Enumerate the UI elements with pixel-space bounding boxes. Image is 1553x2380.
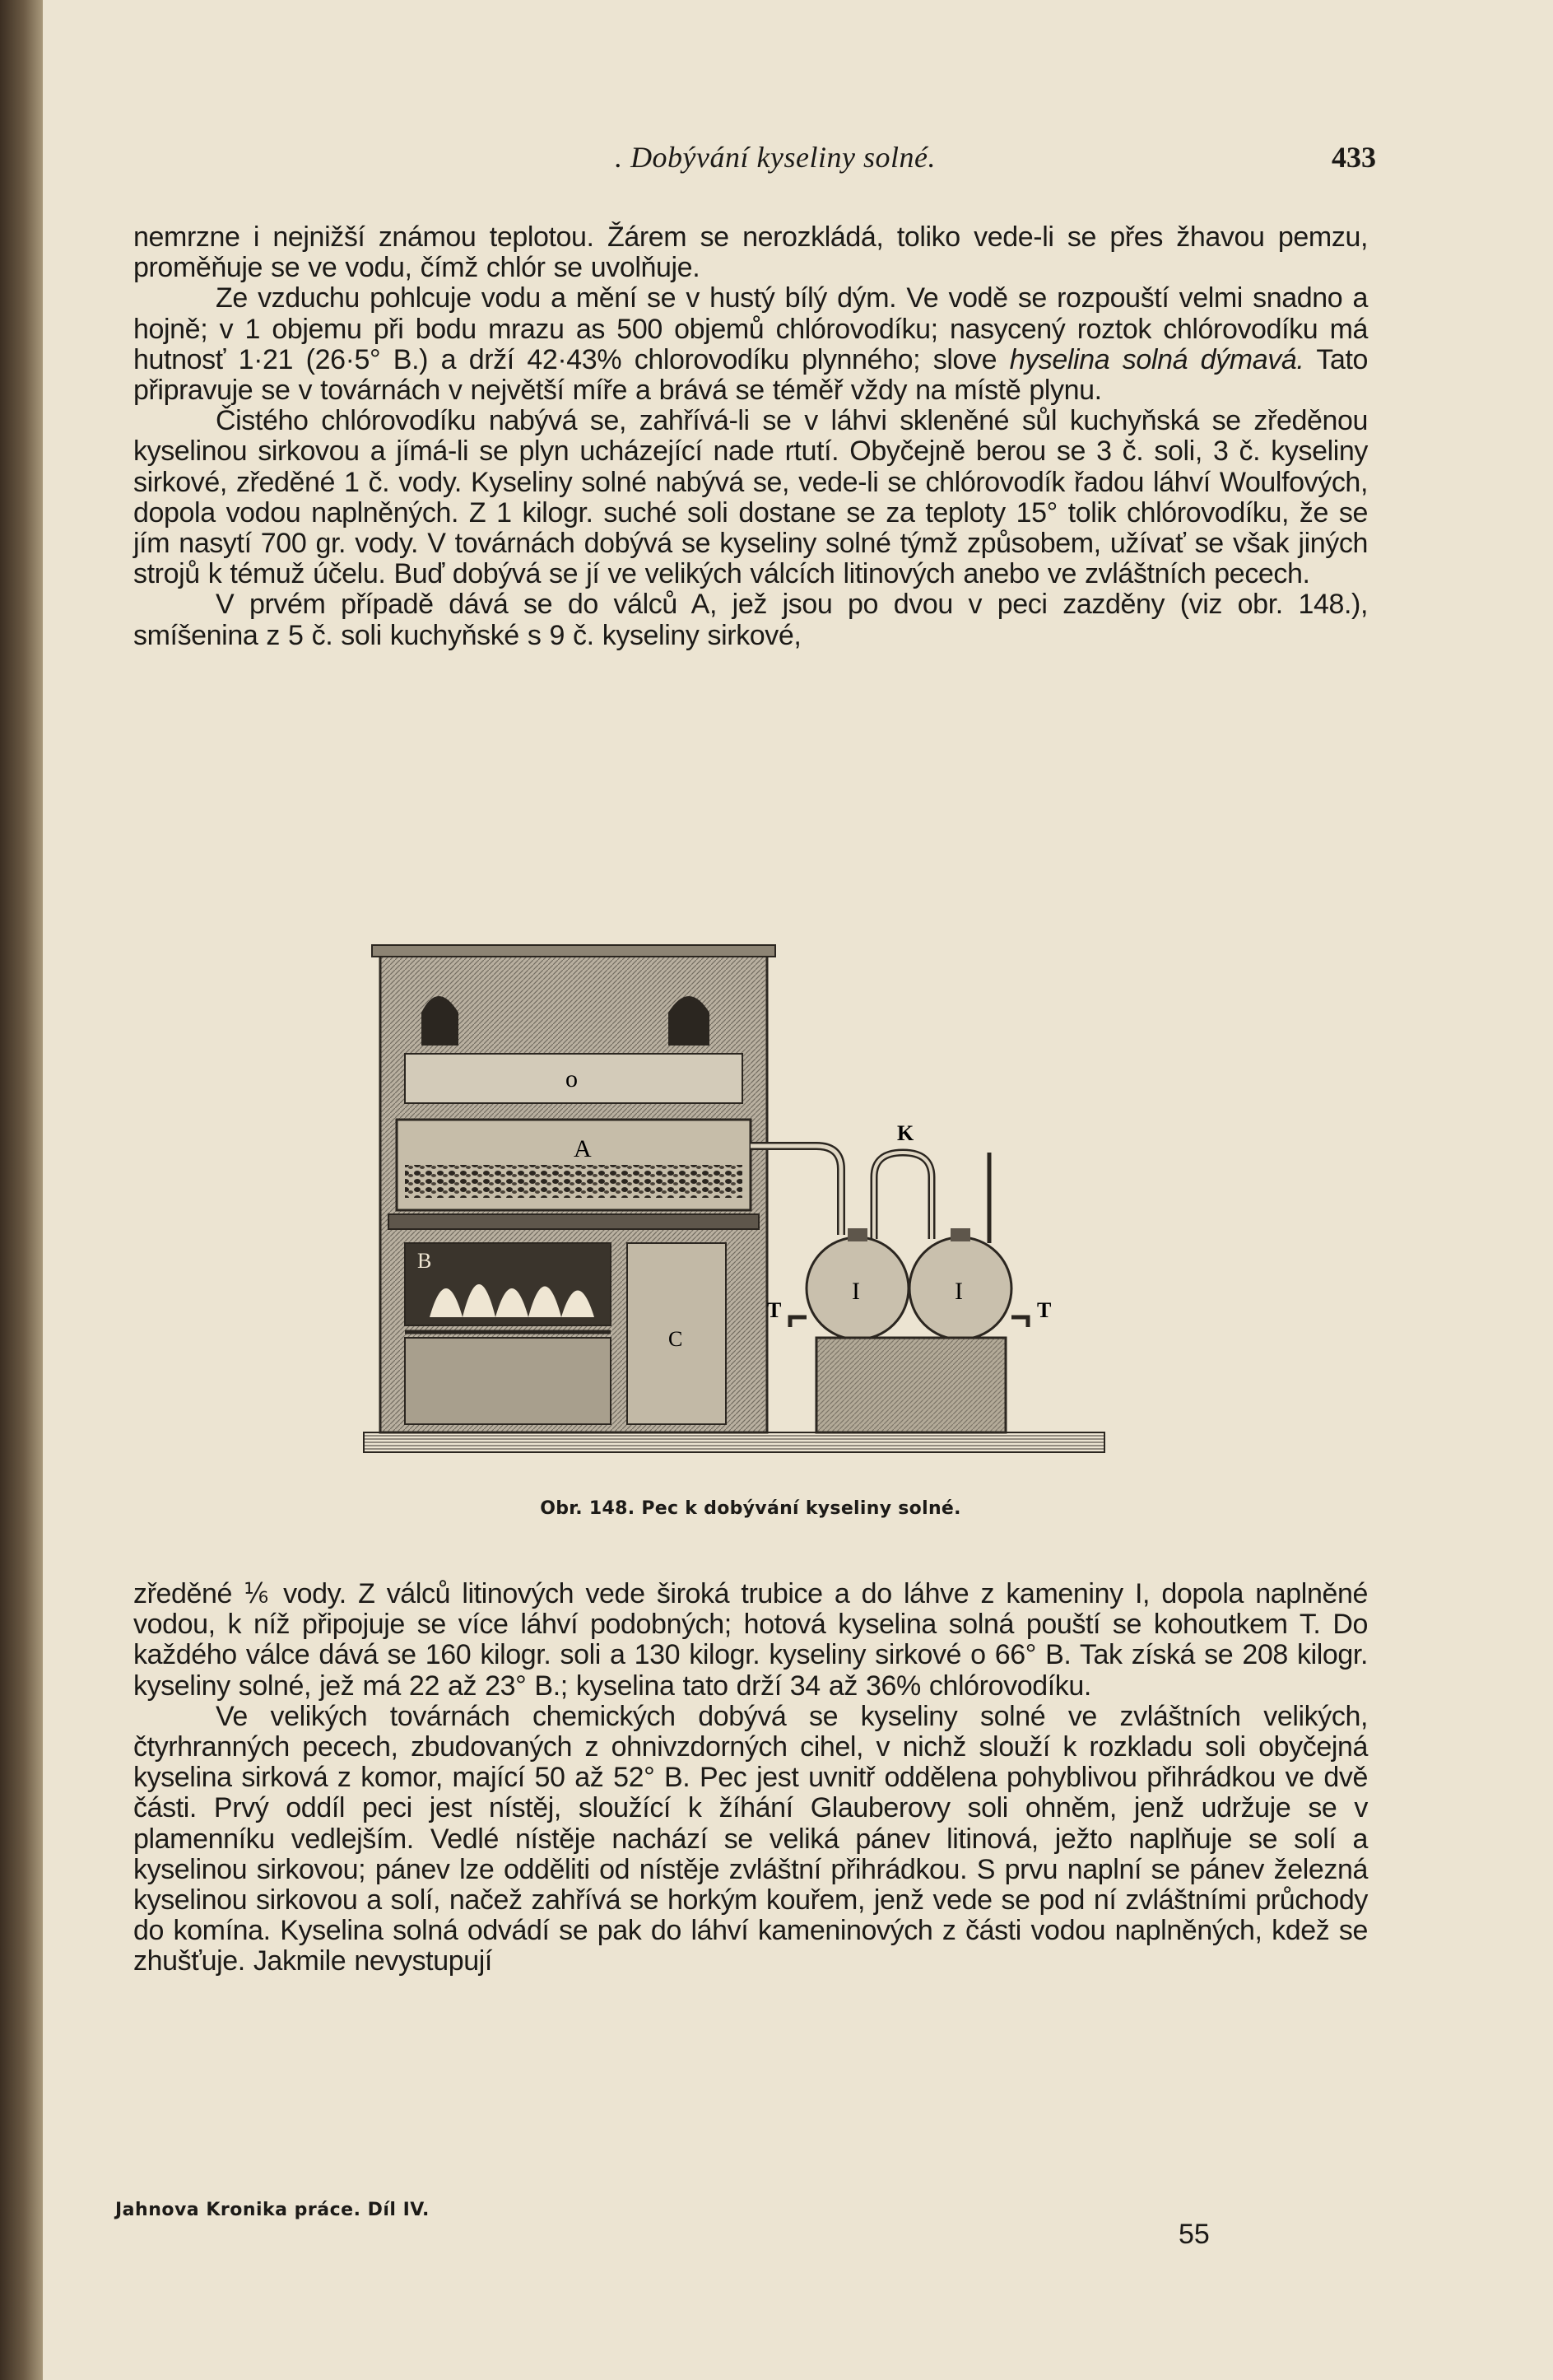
flask-2-neck: [951, 1228, 970, 1241]
paragraph-3: Čistého chlórovodíku nabývá se, zahřívá-li se v láhvi skleněné sůl kuchyňská se zředěnou kyselinou sirkovou a jímá-li se plyn ucházející nade rtutí. Obyčejně berou se 3 č. soli, 3 č. kyseliny sirkové, zředěné 1 č. vody. Kyseliny solné nabývá se, vede-li se chlórovodík řadou láhví Woulfových, dopola vodou naplněných. Z 1 kilogr. suché soli dostane se za teploty 15° tolik chlórovodíku, že se jím nasytí 700 gr. vody. V továrnách dobývá se kyseliny solné týmž způsobem, užívať se však jiných strojů k témuž účelu. Buď dobývá se jí ve velikých válcích litinových anebo ve zvláštních pecech.: [133, 405, 1368, 590]
label-i-2: I: [955, 1278, 963, 1305]
book-binding-shadow: [0, 0, 43, 2380]
label-i-1: I: [852, 1278, 860, 1305]
paragraph-6: Ve velikých továrnách chemických dobývá se kyseliny solné ve zvláštních velikých, čtyrhranných pecech, zbudovaných z ohnivzdorných cihel, v nichž slouží k rozkladu soli obyčejná kyselina sirková z komor, mající 50 až 52° B. Pec jest uvnitř oddělena pohyblivou přihrádkou ve dvě části. Prvý oddíl peci jest nístěj, sloužící k žíhání Glauberovy soli ohněm, jenž udržuje se v plamenníku vedlejším. Vedlé nístěje nachází se veliká pánev litinová, ježto naplňuje se solí a kyselinou sirkovou; pánev lze odděliti od nístěje zvláštní přihrádkou. S prvu naplní se pánev železná kyselinou sirkovou a solí, načež zahřívá se horkým kouřem, jenž vede se pod ní zvláštními průchody do komína. Kyselina solná odvádí se pak do láhví kameninových z části vodou naplněných, kdež se zhušťuje. Jakmile nevystupují: [133, 1700, 1368, 1977]
running-head: [174, 140, 1376, 189]
label-c: C: [668, 1327, 683, 1351]
label-k: K: [897, 1121, 914, 1145]
label-a: A: [574, 1135, 592, 1162]
tap-left: [790, 1317, 807, 1327]
figure-caption: Obr. 148. Pec k dobývání kyseliny solné.: [540, 1498, 961, 1519]
tap-right: [1011, 1317, 1028, 1327]
page-number: 433: [1332, 141, 1376, 174]
paragraph-1: nemrzne i nejnižší známou teplotou. Žárem se nerozkládá, toliko vede-li se přes žhavou pemzu, proměňuje se ve vodu, čímž chlór se uvolňuje.: [133, 221, 1368, 284]
footer-imprint: Jahnova Kronika práce. Díl IV.: [115, 2200, 430, 2220]
figure-furnace: [356, 930, 1113, 1465]
text-block-bottom: [133, 1579, 1368, 1977]
paragraph-5: zředěné ⅙ vody. Z válců litinových vede široká trubice a do láhve z kameniny I, dopola naplněné vodou, k níž připojuje se více láhví podobných; hotová kyselina solná pouští se kohoutkem T. Do každého válce dává se 160 kilogr. soli a 130 kilogr. kyseliny sirkové o 66° B. Tak získá se 208 kilogr. kyseliny solné, jež má 22 až 23° B.; kyselina tato drží 34 až 36% chlórovodíku.: [133, 1578, 1368, 1702]
cylinder-a-charge: [405, 1165, 742, 1198]
term-hyselina-solna-dymava: hyselina solná dýmavá.: [1009, 343, 1304, 375]
text-block-top: [133, 222, 1368, 651]
flask-1-neck: [848, 1228, 867, 1241]
paragraph-4: V prvém případě dává se do válců A, jež jsou po dvou v peci zazděny (viz obr. 148.), smíšenina z 5 č. soli kuchyňské s 9 č. kyseliny sirkové,: [133, 589, 1368, 651]
signature-number: 55: [1179, 2219, 1210, 2250]
label-b: B: [417, 1249, 432, 1273]
pipe-k: [874, 1153, 932, 1239]
ash-pit: [405, 1338, 611, 1424]
paragraph-2: [133, 283, 1368, 406]
label-t-left: T: [767, 1298, 782, 1322]
label-o: o: [565, 1065, 578, 1092]
furnace-illustration: [356, 930, 1113, 1465]
furnace-top-cap: [372, 945, 775, 957]
running-title: . Dobývání kyseliny solné.: [615, 141, 936, 174]
ground-slab: [364, 1432, 1104, 1452]
book-page: [43, 0, 1553, 2380]
paragraph-2-text: Ze vzduchu pohlcuje vodu a mění se v hustý bílý dým. Ve vodě se rozpouští velmi snadno a hojně; v 1 objemu při bodu mrazu as 500 objemů chlórovodíku; nasycený roztok chlórovodíku má hutnosť 1·21 (26·5° B.) a drží 42·43% chlorovodíku plynného; slove: [133, 282, 1368, 375]
furnace-shelf: [388, 1214, 759, 1229]
paragraph-2-tail: Tato připravuje se v továrnách v největší míře a brává se téměř vždy na místě plynu.: [133, 343, 1369, 407]
label-t-right: T: [1037, 1298, 1052, 1322]
